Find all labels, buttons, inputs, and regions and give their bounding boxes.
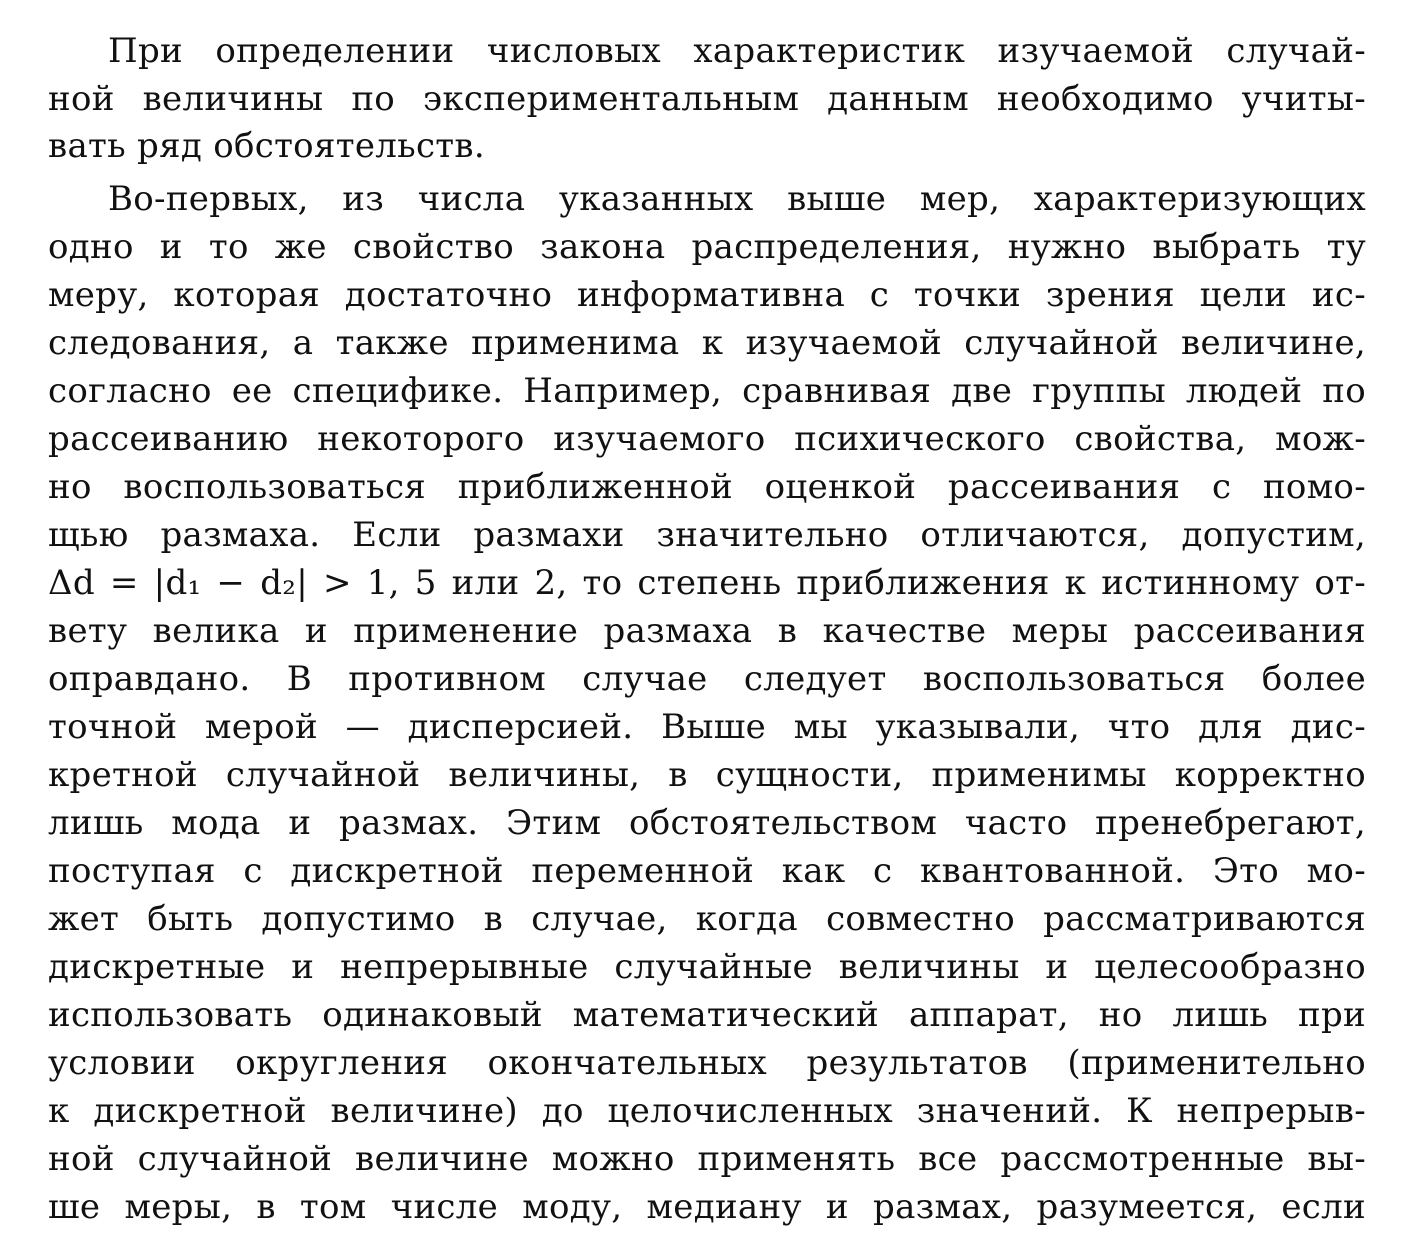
text-line: ной величины по экспериментальным данным необходимо учиты- [48, 79, 1366, 119]
text-line: Во-первых, из числа указанных выше мер, характеризующих [108, 179, 1366, 219]
text-line: При определении числовых характеристик изучаемой случай- [108, 31, 1366, 71]
text-line: использовать одинаковый математический аппарат, но лишь при [48, 995, 1366, 1035]
text-line: ной случайной величине можно применять все рассмотренные вы- [48, 1139, 1366, 1179]
text-line: следования, а также применима к изучаемой случайной величине, [48, 323, 1366, 363]
text-line: кретной случайной величины, в сущности, применимы корректно [48, 755, 1366, 795]
text-line: оправдано. В противном случае следует воспользоваться более [48, 659, 1366, 699]
text-line: меру, которая достаточно информативна с точки зрения цели ис- [48, 275, 1366, 315]
text-line: жет быть допустимо в случае, когда совместно рассматриваются [48, 899, 1366, 939]
text-line: ше меры, в том числе моду, медиану и размах, разумеется, если [48, 1187, 1366, 1227]
text-line: вать ряд обстоятельств. [48, 126, 485, 166]
text-line: к дискретной величине) до целочисленных значений. К непрерыв- [48, 1091, 1366, 1131]
text-line: но воспользоваться приближенной оценкой рассеивания с помо- [48, 467, 1366, 507]
text-line: согласно ее специфике. Например, сравнивая две группы людей по [48, 371, 1366, 411]
text-line: лишь мода и размах. Этим обстоятельством часто пренебрегают, [48, 803, 1366, 843]
text-line: условии округления окончательных результатов (применительно [48, 1043, 1366, 1083]
text-line: поступая с дискретной переменной как с квантованной. Это мо- [48, 851, 1366, 891]
text-line: дискретные и непрерывные случайные величины и целесообразно [48, 947, 1366, 987]
text-line: рассеиванию некоторого изучаемого психического свойства, мож- [48, 419, 1366, 459]
text-line-formula: Δd = |d₁ − d₂| > 1, 5 или 2, то степень приближения к истинному от- [48, 563, 1366, 603]
text-line: вету велика и применение размаха в качестве меры рассеивания [48, 611, 1366, 651]
text-line: щью размаха. Если размахи значительно отличаются, допустим, [48, 515, 1366, 555]
text-line: точной мерой — дисперсией. Выше мы указывали, что для дис- [48, 707, 1366, 747]
text-line: одно и то же свойство закона распределения, нужно выбрать ту [48, 227, 1366, 267]
